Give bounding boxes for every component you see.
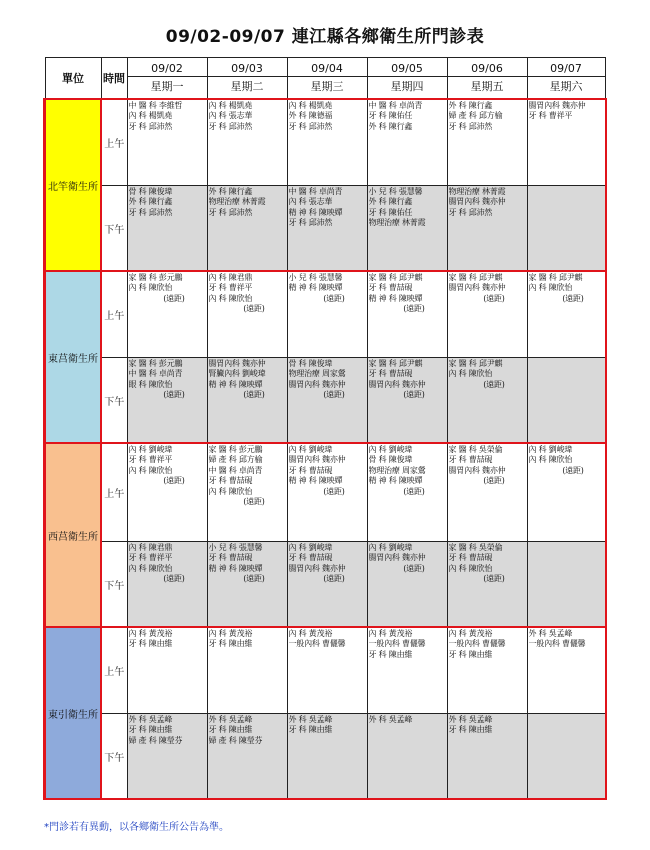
doctor-entry: 精 神 科 陳映嬋 (208, 563, 263, 573)
schedule-cell (367, 357, 447, 443)
doctor-entry: 內 科 黃茂裕 (208, 628, 253, 638)
doctor-entry: 小 兒 科 張慧馨 (288, 272, 343, 282)
day-weekday: 星期二 (230, 79, 264, 93)
remote-tag: (遠距) (163, 476, 185, 485)
schedule-cell (207, 443, 287, 541)
doctor-entry: 內 科 陳欣怡 (128, 283, 173, 292)
doctor-entry: 婦 產 科 陳瑩芬 (128, 735, 183, 745)
schedule-cell (207, 627, 287, 713)
doctor-entry: 腸胃內科 魏亦仲 (288, 379, 346, 389)
day-date: 09/02 (128, 61, 207, 77)
schedule-cell (207, 99, 287, 185)
doctor-entry: 家 醫 科 彭元鵬 (128, 272, 183, 282)
remote-tag: (遠距) (163, 293, 185, 303)
doctor-entry: 牙 科 曹喆硯 (208, 476, 253, 485)
schedule-cell (287, 443, 367, 541)
remote-tag: (遠距) (483, 574, 505, 583)
doctor-entry: 骨 科 陳俊瑋 (288, 358, 333, 368)
clinic-row-pm (45, 357, 605, 443)
remote-tag: (遠距) (323, 390, 345, 399)
doctor-entry: 腸胃內科 魏亦仲 (288, 563, 346, 573)
schedule-cell (367, 627, 447, 713)
header-row (45, 58, 605, 100)
doctor-entry: 外 科 吳孟峰 (448, 714, 493, 724)
doctor-entry: 精 神 科 陳映嬋 (208, 379, 263, 389)
doctor-entry: 內 科 黃茂裕 (368, 628, 413, 638)
doctor-entry: 牙 科 曹祥平 (208, 283, 253, 292)
remote-tag: (遠距) (403, 304, 425, 313)
doctor-entry: 外 科 吳孟峰 (208, 714, 253, 724)
doctor-entry: 牙 科 邱沛然 (448, 121, 493, 131)
period-label: 下午 (101, 185, 127, 271)
doctor-entry: 一般內科 曹儷馨 (368, 639, 426, 648)
day-weekday: 星期六 (549, 79, 583, 93)
footnote: *門診若有異動，以各鄉衛生所公告為準。 (44, 822, 229, 833)
doctor-entry: 物理治療 林菁霞 (368, 218, 426, 227)
schedule-cell (207, 357, 287, 443)
doctor-entry: 腸胃內科 魏亦仲 (448, 197, 506, 206)
doctor-entry: 精 神 科 陳映嬋 (368, 476, 423, 485)
period-label: 下午 (101, 713, 127, 799)
doctor-entry: 外 科 吳孟峰 (368, 714, 413, 724)
doctor-entry: 外 科 陳行鑫 (208, 186, 253, 196)
doctor-entry: 家 醫 科 彭元鵬 (128, 358, 183, 368)
doctor-entry: 外 科 吳孟峰 (128, 714, 173, 724)
period-label: 上午 (101, 627, 127, 713)
remote-tag: (遠距) (243, 497, 265, 506)
doctor-entry: 牙 科 曹祥平 (128, 553, 173, 562)
schedule-cell (127, 443, 207, 541)
schedule-cell (447, 443, 527, 541)
doctor-entry: 牙 科 曹喆硯 (448, 553, 493, 562)
doctor-entry: 一般內科 曹儷馨 (528, 639, 586, 648)
schedule-cell (287, 627, 367, 713)
doctor-entry: 物理治療 林菁霞 (208, 197, 266, 206)
schedule-cell (527, 443, 605, 541)
doctor-entry: 牙 科 陳由維 (128, 725, 173, 734)
schedule-cell (367, 713, 447, 799)
doctor-entry: 家 醫 科 邱尹麒 (448, 272, 503, 282)
doctor-entry: 外 科 陳德福 (288, 111, 333, 120)
remote-tag: (遠距) (483, 476, 505, 485)
remote-tag: (遠距) (403, 486, 425, 496)
period-label: 下午 (101, 357, 127, 443)
doctor-entry: 骨 科 陳俊瑋 (128, 186, 173, 196)
remote-tag: (遠距) (323, 574, 345, 583)
schedule-cell (447, 271, 527, 357)
day-header (127, 58, 207, 100)
doctor-entry: 腸胃內科 魏亦仲 (448, 465, 506, 475)
doctor-entry: 腸胃內科 魏亦仲 (208, 358, 266, 368)
schedule-cell (447, 713, 527, 799)
day-weekday: 星期一 (150, 79, 184, 93)
doctor-entry: 牙 科 陳由維 (368, 649, 413, 659)
schedule-cell (287, 99, 367, 185)
doctor-entry: 外 科 吳孟峰 (288, 714, 333, 724)
doctor-entry: 物理治療 周家鶯 (368, 465, 426, 475)
remote-tag: (遠距) (323, 293, 345, 303)
clinic-row-am (45, 99, 605, 185)
schedule-cell (447, 99, 527, 185)
day-date: 09/04 (288, 61, 367, 77)
doctor-entry: 牙 科 陳佑任 (368, 111, 413, 120)
doctor-entry: 內 科 陳欣怡 (528, 455, 573, 464)
doctor-entry: 內 科 楊凱堯 (288, 100, 333, 110)
doctor-entry: 內 科 陳欣怡 (448, 563, 493, 573)
doctor-entry: 中 醫 科 卓尚青 (128, 369, 183, 378)
doctor-entry: 精 神 科 陳映嬋 (288, 207, 343, 217)
doctor-entry: 家 醫 科 邱尹麒 (368, 272, 423, 282)
day-date: 09/07 (528, 61, 605, 77)
doctor-entry: 牙 科 陳由維 (448, 725, 493, 734)
doctor-entry: 牙 科 邱沛然 (208, 207, 253, 217)
doctor-entry: 家 醫 科 吳榮倫 (448, 444, 503, 454)
remote-tag: (遠距) (483, 379, 505, 389)
doctor-entry: 中 醫 科 李維哲 (128, 100, 183, 110)
doctor-entry: 內 科 陳欣怡 (128, 465, 173, 475)
doctor-entry: 內 科 黃茂裕 (128, 628, 173, 638)
schedule-cell (127, 185, 207, 271)
clinic-name: 北竿衛生所 (45, 99, 101, 271)
doctor-entry: 內 科 陳欣怡 (208, 486, 253, 496)
unit-column-header: 單位 (45, 58, 101, 100)
schedule-cell (367, 443, 447, 541)
doctor-entry: 物理治療 周家鶯 (288, 369, 346, 378)
doctor-entry: 中 醫 科 卓尚青 (288, 186, 343, 196)
doctor-entry: 內 科 劉峻瑋 (288, 542, 333, 552)
schedule-cell (527, 185, 605, 271)
doctor-entry: 中 醫 科 卓尚青 (208, 465, 263, 475)
schedule-cell (447, 541, 527, 627)
remote-tag: (遠距) (323, 486, 345, 496)
doctor-entry: 精 神 科 陳映嬋 (288, 476, 343, 485)
doctor-entry: 外 科 陳行鑫 (128, 197, 173, 206)
doctor-entry: 牙 科 陳由維 (448, 649, 493, 659)
doctor-entry: 牙 科 曹喆硯 (368, 369, 413, 378)
schedule-cell (127, 627, 207, 713)
schedule-cell (447, 627, 527, 713)
remote-tag: (遠距) (163, 390, 185, 399)
doctor-entry: 腸胃內科 魏亦仲 (528, 100, 586, 110)
doctor-entry: 外 科 陳行鑫 (368, 197, 413, 206)
schedule-cell (127, 271, 207, 357)
clinic-row-am (45, 271, 605, 357)
period-label: 上午 (101, 271, 127, 357)
doctor-entry: 牙 科 陳由維 (208, 639, 253, 648)
doctor-entry: 牙 科 邱沛然 (128, 207, 173, 217)
doctor-entry: 家 醫 科 吳榮倫 (448, 542, 503, 552)
remote-tag: (遠距) (562, 293, 584, 303)
doctor-entry: 內 科 劉峻瑋 (368, 444, 413, 454)
doctor-entry: 內 科 劉峻瑋 (128, 444, 173, 454)
doctor-entry: 內 科 陳欣怡 (448, 369, 493, 378)
clinic-name: 東引衛生所 (45, 627, 101, 799)
schedule-cell (127, 713, 207, 799)
schedule-cell (287, 541, 367, 627)
remote-tag: (遠距) (243, 304, 265, 313)
schedule-cell (527, 357, 605, 443)
doctor-entry: 婦 產 科 陳瑩芬 (208, 735, 263, 745)
day-header (207, 58, 287, 100)
schedule-cell (287, 357, 367, 443)
schedule-cell (207, 271, 287, 357)
schedule-cell (447, 357, 527, 443)
doctor-entry: 牙 科 曹喆硯 (448, 455, 493, 464)
doctor-entry: 家 醫 科 邱尹麒 (448, 358, 503, 368)
doctor-entry: 中 醫 科 卓尚青 (368, 100, 423, 110)
doctor-entry: 牙 科 曹喆硯 (288, 553, 333, 562)
remote-tag: (遠距) (243, 574, 265, 583)
doctor-entry: 腸胃內科 魏亦仲 (288, 455, 346, 464)
doctor-entry: 內 科 張志華 (208, 111, 253, 120)
doctor-entry: 婦 產 科 邱方榆 (448, 111, 503, 120)
doctor-entry: 外 科 陳行鑫 (448, 100, 493, 110)
doctor-entry: 內 科 陳君鼎 (208, 272, 253, 282)
clinic-schedule-table (44, 57, 606, 800)
day-header (447, 58, 527, 100)
day-date: 09/05 (368, 61, 447, 77)
remote-tag: (遠距) (403, 390, 425, 399)
schedule-cell (287, 713, 367, 799)
schedule-cell (207, 713, 287, 799)
schedule-cell (447, 185, 527, 271)
doctor-entry: 內 科 黃茂裕 (288, 628, 333, 638)
schedule-cell (207, 541, 287, 627)
doctor-entry: 家 醫 科 彭元鵬 (208, 444, 263, 454)
doctor-entry: 腸胃內科 魏亦仲 (448, 283, 506, 292)
doctor-entry: 骨 科 陳俊瑋 (368, 455, 413, 464)
doctor-entry: 一般內科 曹儷馨 (288, 639, 346, 648)
doctor-entry: 牙 科 陳由維 (288, 725, 333, 734)
period-label: 下午 (101, 541, 127, 627)
doctor-entry: 外 科 陳行鑫 (368, 121, 413, 131)
clinic-row-pm (45, 713, 605, 799)
doctor-entry: 小 兒 科 張慧馨 (368, 186, 423, 196)
doctor-entry: 內 科 劉峻瑋 (288, 444, 333, 454)
doctor-entry: 小 兒 科 張慧馨 (208, 542, 263, 552)
remote-tag: (遠距) (483, 293, 505, 303)
doctor-entry: 一般內科 曹儷馨 (448, 639, 506, 648)
schedule-cell (127, 357, 207, 443)
schedule-cell (127, 541, 207, 627)
doctor-entry: 腸胃內科 魏亦仲 (368, 379, 426, 389)
doctor-entry: 物理治療 林菁霞 (448, 186, 506, 196)
schedule-cell (287, 185, 367, 271)
day-header (287, 58, 367, 100)
day-date: 09/03 (208, 61, 287, 77)
doctor-entry: 牙 科 陳由維 (128, 639, 173, 648)
schedule-cell (527, 99, 605, 185)
clinic-name: 東莒衛生所 (45, 271, 101, 443)
doctor-entry: 外 科 吳孟峰 (528, 628, 573, 638)
doctor-entry: 腸胃內科 魏亦仲 (368, 553, 426, 562)
schedule-cell (367, 541, 447, 627)
doctor-entry: 內 科 楊凱堯 (128, 111, 173, 120)
clinic-row-pm (45, 185, 605, 271)
schedule-cell (127, 99, 207, 185)
page-title: 09/02-09/07 連江縣各鄉衛生所門診表 (165, 27, 485, 47)
doctor-entry: 內 科 劉峻瑋 (528, 444, 573, 454)
doctor-entry: 精 神 科 陳映嬋 (288, 283, 343, 292)
doctor-entry: 牙 科 邱沛然 (128, 121, 173, 131)
remote-tag: (遠距) (562, 465, 584, 475)
schedule-body (45, 99, 605, 799)
doctor-entry: 牙 科 邱沛然 (288, 218, 333, 227)
doctor-entry: 牙 科 曹祥平 (528, 111, 573, 120)
schedule-cell (527, 713, 605, 799)
doctor-entry: 內 科 楊凱堯 (208, 100, 253, 110)
schedule-cell (367, 99, 447, 185)
doctor-entry: 牙 科 曹喆硯 (288, 465, 333, 475)
doctor-entry: 牙 科 曹喆硯 (208, 553, 253, 562)
clinic-row-am (45, 627, 605, 713)
day-weekday: 星期四 (390, 79, 424, 93)
doctor-entry: 家 醫 科 邱尹麒 (368, 358, 423, 368)
day-weekday: 星期三 (310, 79, 344, 93)
day-weekday: 星期五 (470, 79, 504, 93)
doctor-entry: 內 科 劉峻瑋 (368, 542, 413, 552)
doctor-entry: 精 神 科 陳映嬋 (368, 293, 423, 303)
doctor-entry: 腎臟內科 劉峻瑋 (208, 369, 266, 378)
doctor-entry: 牙 科 邱沛然 (288, 121, 333, 131)
doctor-entry: 內 科 陳欣怡 (128, 563, 173, 573)
doctor-entry: 牙 科 邱沛然 (448, 207, 493, 217)
period-label: 上午 (101, 99, 127, 185)
doctor-entry: 牙 科 曹祥平 (128, 455, 173, 464)
doctor-entry: 家 醫 科 邱尹麒 (528, 272, 583, 282)
doctor-entry: 牙 科 曹喆硯 (368, 283, 413, 292)
doctor-entry: 牙 科 邱沛然 (208, 121, 253, 131)
doctor-entry: 眼 科 陳欣怡 (128, 379, 173, 389)
time-column-header: 時間 (101, 58, 127, 100)
schedule-cell (367, 271, 447, 357)
remote-tag: (遠距) (243, 390, 265, 399)
clinic-name: 西莒衛生所 (45, 443, 101, 627)
clinic-row-pm (45, 541, 605, 627)
remote-tag: (遠距) (403, 563, 425, 573)
day-header (527, 58, 605, 100)
doctor-entry: 牙 科 陳由維 (208, 725, 253, 734)
doctor-entry: 內 科 黃茂裕 (448, 628, 493, 638)
doctor-entry: 婦 產 科 邱方榆 (208, 455, 263, 464)
schedule-cell (527, 627, 605, 713)
doctor-entry: 內 科 張志華 (288, 197, 333, 206)
day-header (367, 58, 447, 100)
schedule-cell (287, 271, 367, 357)
schedule-cell (367, 185, 447, 271)
period-label: 上午 (101, 443, 127, 541)
schedule-cell (527, 541, 605, 627)
doctor-entry: 內 科 陳欣怡 (528, 283, 573, 292)
remote-tag: (遠距) (163, 574, 185, 583)
day-date: 09/06 (448, 61, 527, 77)
doctor-entry: 牙 科 陳佑任 (368, 207, 413, 217)
doctor-entry: 內 科 陳欣怡 (208, 293, 253, 303)
clinic-row-am (45, 443, 605, 541)
schedule-cell (207, 185, 287, 271)
schedule-cell (527, 271, 605, 357)
doctor-entry: 內 科 陳君鼎 (128, 542, 173, 552)
